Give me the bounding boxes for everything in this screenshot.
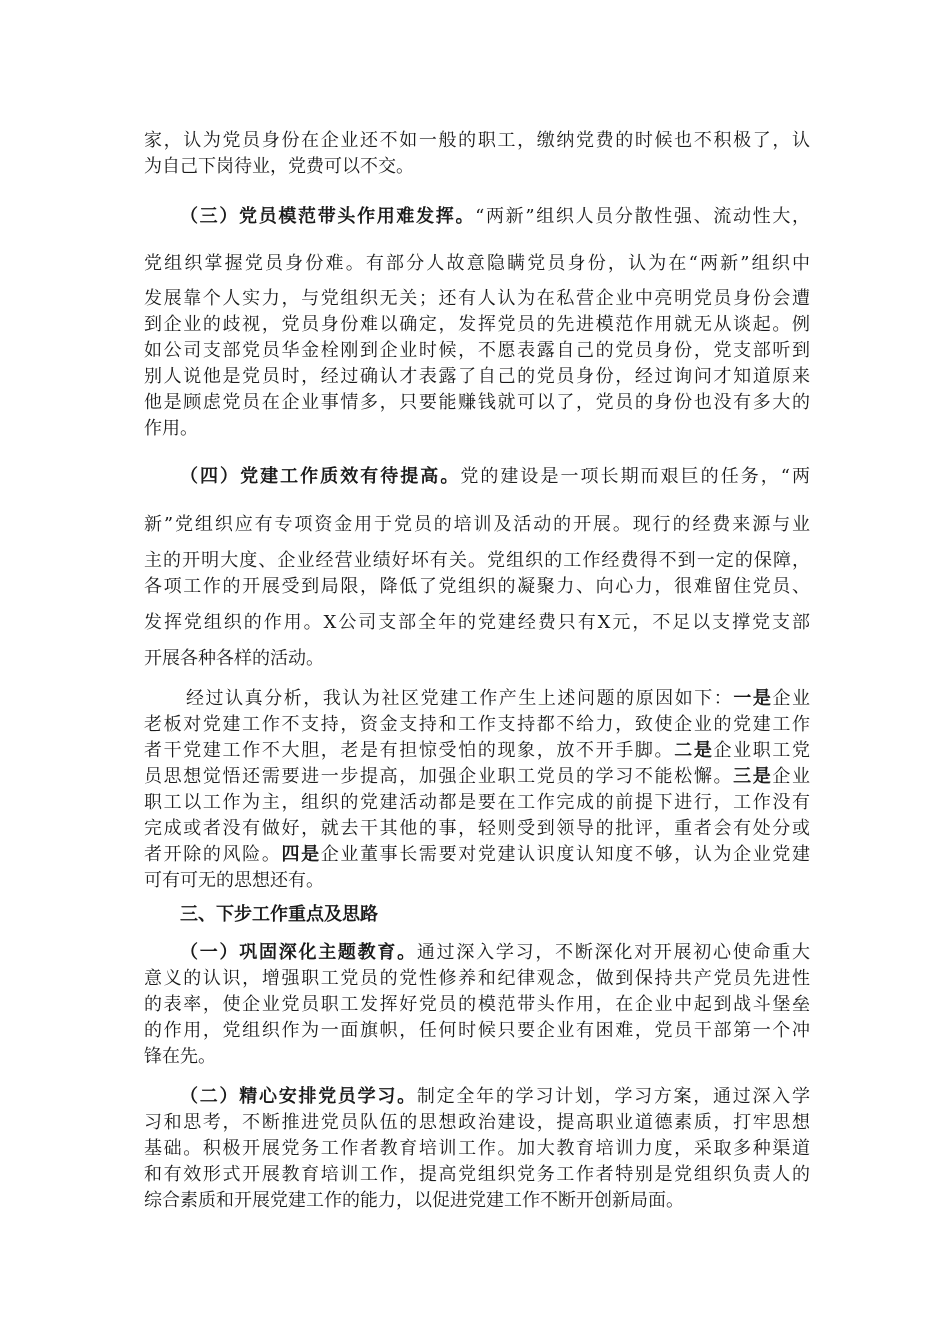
text-line: 职工以工作为主，组织的党建活动都是要在工作完成的前提下进行，工作没有 bbox=[144, 792, 810, 813]
point-marker: 一是 bbox=[733, 688, 773, 709]
text-line: 别人说他是党员时，经过确认才表露了自己的党员身份，经过询问才知道原来 bbox=[144, 366, 810, 387]
text-line bbox=[144, 738, 810, 764]
text-line: 习和思考，不断推进党员队伍的思想政治建设，提高职业道德素质，打牢思想 bbox=[144, 1112, 810, 1133]
text-line: 的作用，党组织作为一面旗帜，任何时候只要企业有困难，党员干部第一个冲 bbox=[144, 1020, 810, 1041]
section-lead-line bbox=[180, 464, 810, 490]
text-run: 党的建设是一项长期而艰巨的任务，“两 bbox=[460, 466, 810, 487]
text-line bbox=[186, 686, 810, 712]
point-marker: 四是 bbox=[281, 844, 321, 865]
section-heading-3: （三）党员模范带头作用难发挥。 bbox=[180, 206, 476, 227]
text-run: “两新”组织人员分散性强、流动性大， bbox=[475, 206, 810, 227]
text-line: 发挥党组织的作用。X公司支部全年的党建经费只有X元，不足以支撑党支部 bbox=[144, 612, 810, 633]
text-run: 制定全年的学习计划，学习方案，通过深入学 bbox=[416, 1086, 811, 1107]
text-line: 作用。 bbox=[144, 418, 198, 439]
text-run: 企业 bbox=[772, 688, 811, 709]
point-marker: 三是 bbox=[733, 766, 773, 787]
text-run: 者开除的风险。 bbox=[144, 844, 282, 865]
section-heading-4: （四）党建工作质效有待提高。 bbox=[180, 466, 461, 487]
text-line: 为自己下岗待业，党费可以不交。 bbox=[144, 156, 414, 177]
text-run: 者干党建工作不大胆，老是有担惊受怕的现象，放不开手脚。 bbox=[144, 740, 675, 761]
text-run: 企业董事长需要对党建认识度认知度不够，认为企业党建 bbox=[320, 844, 811, 865]
text-line: 老板对党建工作不支持，资金支持和工作支持都不给力，致使企业的党建工作 bbox=[144, 714, 810, 735]
section-title: 三、下步工作重点及思路 bbox=[180, 904, 378, 925]
text-line bbox=[144, 764, 810, 790]
text-line: 主的开明大度、企业经营业绩好坏有关。党组织的工作经费得不到一定的保障， bbox=[144, 550, 810, 571]
text-run: 员思想觉悟还需要进一步提高，加强企业职工党员的学习不能松懈。 bbox=[144, 766, 734, 787]
text-line: 发展靠个人实力，与党组织无关；还有人认为在私营企业中亮明党员身份会遭 bbox=[144, 288, 810, 309]
text-line: 可有可无的思想还有。 bbox=[144, 870, 324, 891]
text-line: 开展各种各样的活动。 bbox=[144, 648, 324, 669]
text-line: 如公司支部党员华金栓刚到企业时候，不愿表露自己的党员身份，党支部听到 bbox=[144, 340, 810, 361]
text-line: 锋在先。 bbox=[144, 1046, 216, 1067]
text-run: 通过深入学习，不断深化对开展初心使命重大 bbox=[416, 942, 811, 963]
text-line: 新”党组织应有专项资金用于党员的培训及活动的开展。现行的经费来源与业 bbox=[144, 514, 810, 535]
text-line: 家，认为党员身份在企业还不如一般的职工，缴纳党费的时候也不积极了，认 bbox=[144, 130, 810, 151]
point-marker: 二是 bbox=[674, 740, 714, 761]
section-lead-line bbox=[180, 204, 810, 230]
section-lead-line bbox=[180, 1084, 810, 1110]
text-run: 企业 bbox=[772, 766, 811, 787]
text-line: 党组织掌握党员身份难。有部分人故意隐瞒党员身份，认为在“两新”组织中 bbox=[144, 253, 810, 274]
text-line: 他是顾虑党员在企业事情多，只要能赚钱就可以了，党员的身份也没有多大的 bbox=[144, 392, 810, 413]
section-lead-line bbox=[180, 940, 810, 966]
subsection-heading-2: （二）精心安排党员学习。 bbox=[180, 1086, 417, 1107]
text-line bbox=[144, 842, 810, 868]
text-line: 意义的认识，增强职工党员的党性修养和纪律观念，做到保持共产党员先进性 bbox=[144, 968, 810, 989]
text-line: 基础。积极开展党务工作者教育培训工作。加大教育培训力度，采取多种渠道 bbox=[144, 1138, 810, 1159]
text-line: 各项工作的开展受到局限，降低了党组织的凝聚力、向心力，很难留住党员、 bbox=[144, 576, 810, 597]
text-line: 完成或者没有做好，就去干其他的事，轻则受到领导的批评，重者会有处分或 bbox=[144, 818, 810, 839]
text-line: 的表率，使企业党员职工发挥好党员的模范带头作用，在企业中起到战斗堡垒 bbox=[144, 994, 810, 1015]
text-line: 和有效形式开展教育培训工作，提高党组织党务工作者特别是党组织负责人的 bbox=[144, 1164, 810, 1185]
subsection-heading-1: （一）巩固深化主题教育。 bbox=[180, 942, 417, 963]
text-line: 综合素质和开展党建工作的能力，以促进党建工作不断开创新局面。 bbox=[144, 1190, 684, 1211]
text-line: 到企业的歧视，党员身份难以确定，发挥党员的先进模范作用就无从谈起。例 bbox=[144, 314, 810, 335]
text-run: 经过认真分析，我认为社区党建工作产生上述问题的原因如下： bbox=[186, 688, 734, 709]
text-run: 企业职工党 bbox=[713, 740, 811, 761]
